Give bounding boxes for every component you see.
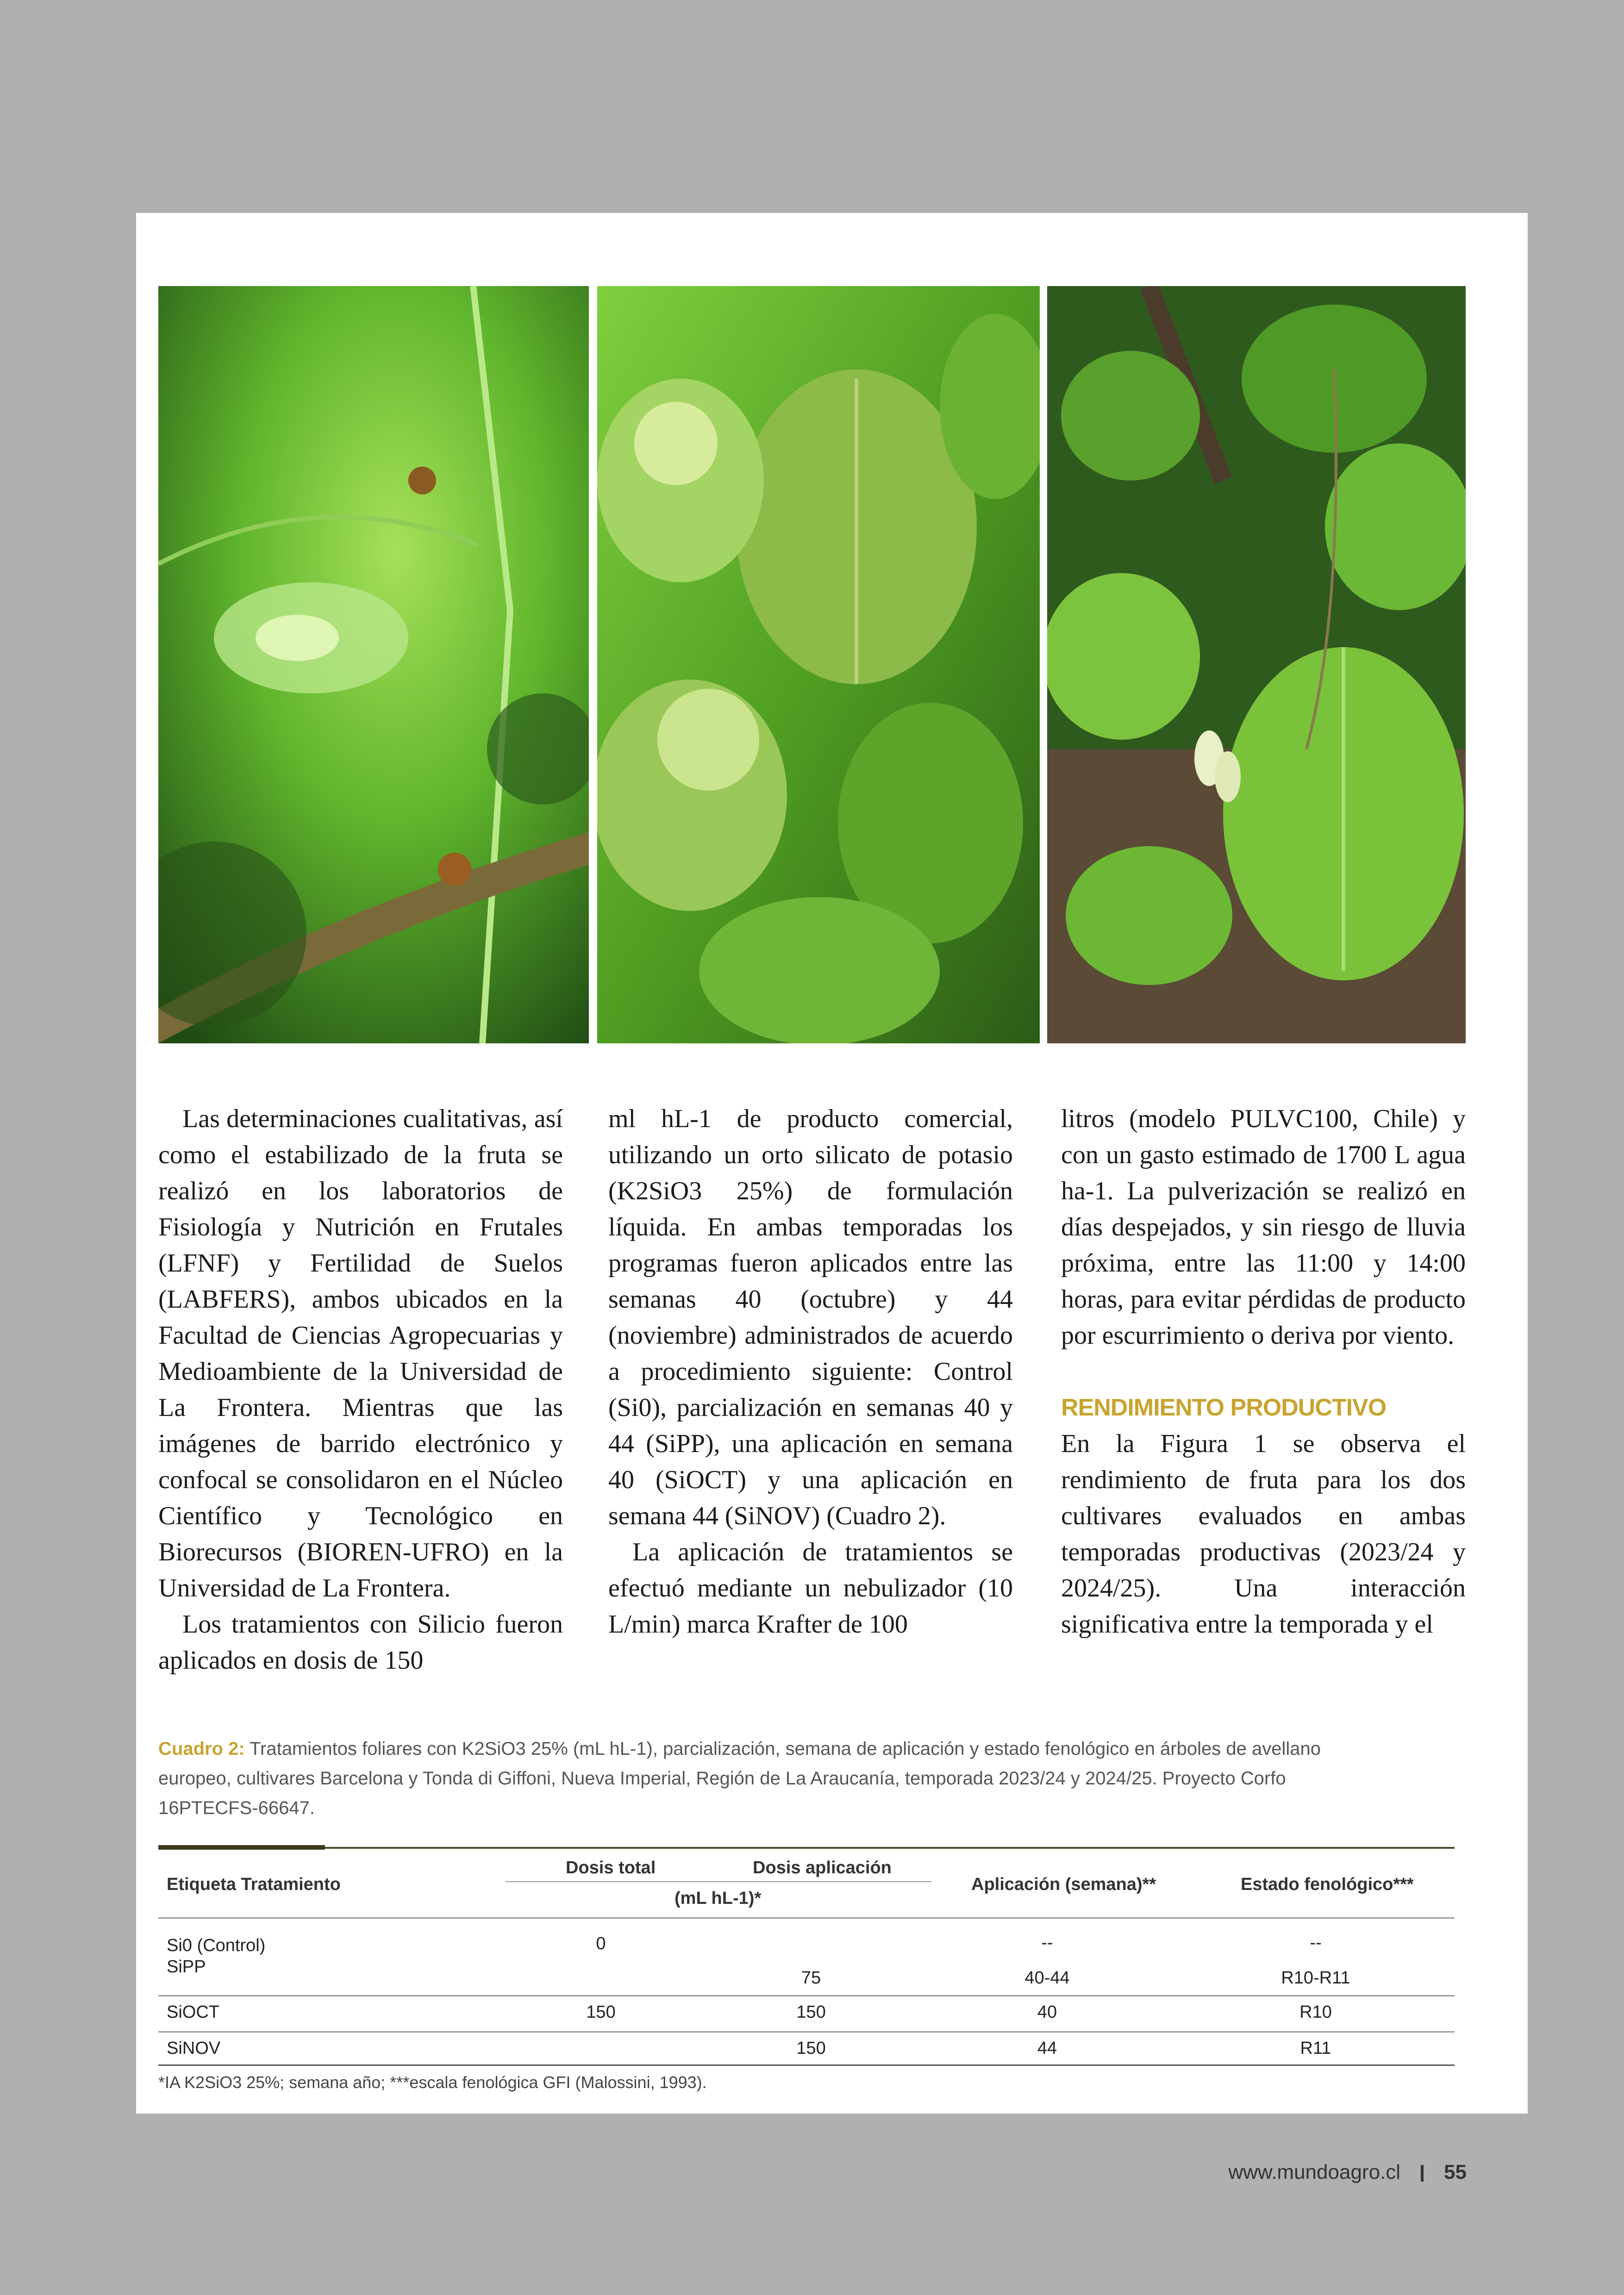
paragraph: La aplicación de tratamientos se efectuó mediante un nebulizador (10 L/min) marca Krafter de 100 [608, 1538, 1013, 1639]
cell-treatment: Si0 (Control) [167, 1936, 266, 1955]
header-dose-total: Dosis total [566, 1858, 656, 1877]
cell-dose-application: 150 [796, 2039, 826, 2058]
text-column-1 [158, 1101, 563, 1678]
header-application-week: Aplicación (semana)** [971, 1875, 1156, 1894]
cell-dose-application: 75 [801, 1968, 821, 1988]
caption-label: Cuadro 2: [158, 1739, 245, 1759]
table-footnote: *IA K2SiO3 25%; semana año; ***escala fenológica GFI (Malossini, 1993). [158, 2073, 707, 2092]
cell-week: 40-44 [1024, 1968, 1070, 1988]
cell-stage: R10 [1299, 2002, 1332, 2022]
paragraph: litros (modelo PULVC100, Chile) y con un gasto estimado de 1700 L agua ha-1. La pulverización se realizó en días despejados, y sin riesgo de lluvia próxima, entre las 11:00 y 14:00 horas, para evitar pérdidas de producto por escurrimiento o deriva por viento. [1061, 1104, 1466, 1350]
cell-dose-application: 150 [796, 2002, 826, 2022]
text-column-2 [608, 1101, 1013, 1642]
page-number: 55 [1444, 2161, 1467, 2183]
header-bottom-rule [158, 1917, 1455, 1919]
cell-week: 44 [1037, 2039, 1057, 2058]
section-heading: RENDIMIENTO PRODUCTIVO [1061, 1394, 1387, 1421]
cell-dose-total: 0 [596, 1934, 606, 1953]
cell-dose-total: 150 [586, 2002, 616, 2022]
photo-hazelnut-branch [1047, 286, 1466, 1043]
website-link[interactable]: www.mundoagro.cl [1228, 2161, 1401, 2183]
cell-treatment: SiOCT [167, 2002, 219, 2022]
header-subrule [506, 1881, 931, 1882]
cell-stage: -- [1310, 1933, 1322, 1952]
table-top-rule [158, 1847, 1455, 1849]
footer-separator [1421, 2165, 1424, 2182]
header-dose-unit: (mL hL-1)* [675, 1889, 762, 1908]
cell-week: 40 [1037, 2002, 1057, 2022]
header-treatment: Etiqueta Tratamiento [167, 1875, 341, 1894]
text-column-3 [1061, 1101, 1466, 1642]
header-phenological-stage: Estado fenológico*** [1241, 1875, 1414, 1894]
paragraph: Las determinaciones cualitativas, así como el estabilizado de la fruta se realizó en los laboratorios de Fisiología y Nutrición en Frutales (LFNF) y Fertilidad de Suelos (LABFERS), ambos ubicados en la Facultad de Ciencias Agropecuarias y Medioambiente de la Universidad de La Frontera. Mientras que las imágenes de barrido electrónico y confocal se consolidaron en el Núcleo Científico y Tecnológico en Biorecursos (BIOREN-UFRO) en la Universidad de La Frontera. [158, 1104, 563, 1603]
cell-week: -- [1041, 1933, 1053, 1952]
row-rule [158, 2031, 1455, 2033]
photo-hazelnut-leaf-closeup [158, 286, 589, 1043]
cell-treatment: SiPP [167, 1957, 206, 1977]
paragraph: En la Figura 1 se observa el rendimiento de fruta para los dos cultivares evaluados en ambas temporadas productivas (2023/24 y 2024/25). Una interacción significativa entre la temporada y el [1061, 1429, 1466, 1639]
cell-stage: R11 [1300, 2039, 1331, 2058]
paragraph: ml hL-1 de producto comercial, utilizando un orto silicato de potasio (K2SiO3 25%) de formulación líquida. En ambas temporadas los programas fueron aplicados entre las semanas 40 (octubre) y 44 (noviembre) administrados de acuerdo a procedimiento siguiente: Control (Si0), parcialización en semanas 40 y 44 (SiPP), una aplicación en semana 40 (SiOCT) y una aplicación en semana 44 (SiNOV) (Cuadro 2). [608, 1104, 1013, 1530]
cell-stage: R10-R11 [1281, 1968, 1350, 1988]
photo-hazelnut-clusters [597, 286, 1040, 1043]
row-rule [158, 1995, 1455, 1996]
table-bottom-rule [158, 2064, 1455, 2066]
magazine-page [136, 213, 1528, 2114]
caption-text: Tratamientos foliares con K2SiO3 25% (mL hL-1), parcialización, semana de aplicación y estado fenológico en árboles de avellano europeo, cultivares Barcelona y Tonda di Giffoni, Nueva Imperial, Región de La Araucanía, temporada 2023/24 y 2024/25. Proyecto Corfo 16PTECFS-66647. [158, 1739, 1321, 1818]
cell-treatment: SiNOV [167, 2039, 221, 2058]
table-caption [158, 1734, 1362, 1823]
paragraph: Los tratamientos con Silicio fueron aplicados en dosis de 150 [158, 1610, 563, 1675]
header-dose-application: Dosis aplicación [753, 1858, 892, 1877]
page-footer [1228, 2161, 1467, 2184]
